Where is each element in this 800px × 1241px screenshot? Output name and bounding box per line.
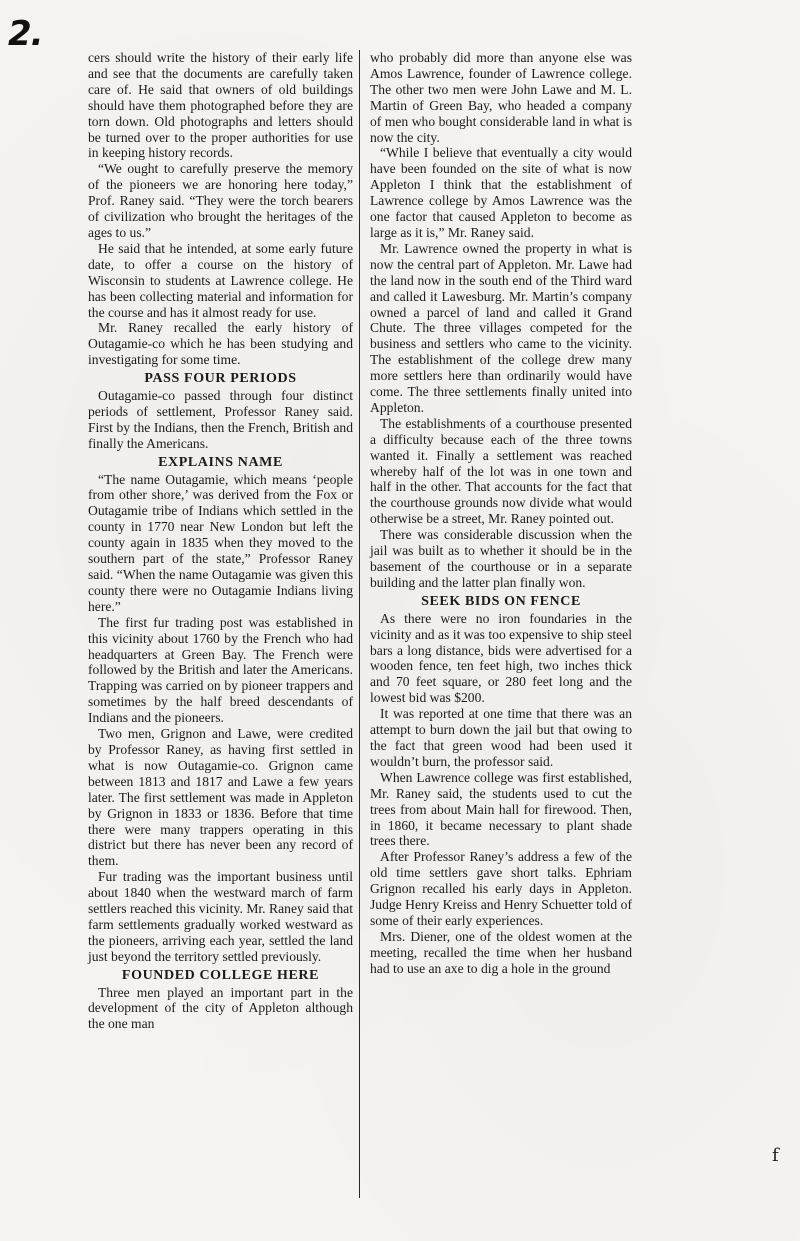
article-paragraph: Outagamie-co passed through four distinct periods of settlement, Professor Raney said. First by the Indians, then the French, British and finally the Americans. [88, 388, 353, 451]
right-column [360, 50, 638, 1198]
article-paragraph: Mr. Raney recalled the early history of Outagamie-co which he has been studying and investigating for some time. [88, 320, 353, 368]
article-paragraph: When Lawrence college was first established, Mr. Raney said, the students used to cut the trees from about Main hall for firewood. Then, in 1860, it became necessary to plant shade trees there. [370, 769, 632, 849]
section-heading: EXPLAINS NAME [158, 454, 283, 470]
newspaper-clipping [82, 50, 638, 1198]
article-paragraph: It was reported at one time that there was an attempt to burn down the jail but that owing to the fact that green wood had been used it wouldn’t burn, the professor said. [370, 706, 632, 769]
article-paragraph: Mrs. Diener, one of the oldest women at the meeting, recalled the time when her husband had to use an axe to dig a hole in the ground [370, 928, 632, 976]
article-paragraph: The first fur trading post was established in this vicinity about 1760 by the French who had headquarters at Green Bay. The French were followed by the British and later the Americans. Trapping was carried on by pioneer trappers and sometimes by the half breed descendants of Indians and the pioneers. [88, 614, 353, 726]
article-paragraph: “While I believe that eventually a city would have been founded on the site of what is now Appleton I think that the establishment of Lawrence college by Amos Lawrence was the one factor that caused Appleton to become as large as it is,” Mr. Raney said. [370, 145, 632, 240]
article-paragraph: Three men played an important part in the development of the city of Appleton although the one man [88, 984, 353, 1032]
article-paragraph: “The name Outagamie, which means ‘people from other shore,’ was derived from the Fox or Outagamie tribe of Indians which settled in the county in 1770 near New London but left the county again in 1835 when they moved to the southern part of the state,” Professor Raney said. “When the name Outagamie was given this county there were no Outagamie Indians living here.” [88, 471, 353, 614]
article-paragraph: There was considerable discussion when the jail was built as to whether it should be in the basement of the courthouse or in a separate building and the latter plan finally won. [370, 527, 632, 590]
article-paragraph: He said that he intended, at some early future date, to offer a course on the history of Wisconsin to students at Lawrence college. He has been collecting material and information for the course and has it almost ready for use. [88, 240, 353, 320]
article-paragraph: Fur trading was the important business until about 1840 when the westward march of farm settlers reached this vicinity. Mr. Raney said that farm settlements gradually worked westward as the pioneers, arriving each year, settled the land just beyond the territory settled previously. [88, 869, 353, 964]
article-paragraph: Two men, Grignon and Lawe, were credited by Professor Raney, as having first settled in what is now Outagamie-co. Grignon came between 1813 and 1817 and Lawe a few years later. The first settlement was made in Appleton by Grignon in 1833 or 1836. Before that time there were many trappers operating in this district but there has never been any record of them. [88, 726, 353, 869]
article-paragraph: cers should write the history of their early life and see that the documents are carefully taken care of. He said that owners of old buildings should have them photographed before they are torn down. Old photographs and letters should be turned over to the proper authorities for use in keeping history records. [88, 50, 353, 161]
article-paragraph: Mr. Lawrence owned the property in what is now the central part of Appleton. Mr. Lawe had the land now in the south end of the Third ward and called it Lawesburg. Mr. Martin’s company owned a parcel of land and called it Grand Chute. The three villages competed for the business and settlers who came to the vicinity. The establishment of the college drew many more settlers here than ordinarily would have come. The three settlements finally united into Appleton. [370, 240, 632, 415]
article-paragraph: As there were no iron foundaries in the vicinity and as it was too expensive to ship steel bars a long distance, bids were advertised for a wooden fence, ten feet high, two inches thick and 70 feet square, or 280 feet long and the lowest bid was $200. [370, 610, 632, 706]
section-heading: FOUNDED COLLEGE HERE [121, 967, 320, 983]
left-column [82, 50, 360, 1198]
article-paragraph: “We ought to carefully preserve the memory of the pioneers we are honoring here today,” Prof. Raney said. “They were the torch bearers of civilization who brought the heritages of the ages to us.” [88, 161, 353, 240]
section-heading: SEEK BIDS ON FENCE [421, 593, 581, 609]
article-paragraph: The establishments of a courthouse presented a difficulty because each of the three towns wanted it. Finally a settlement was reached whereby half of the lot was in one town and half in the other. That accounts for the fact that the courthouse grounds now divide what would otherwise be a street, Mr. Raney pointed out. [370, 415, 632, 527]
section-heading: PASS FOUR PERIODS [144, 371, 297, 387]
margin-mark: f [772, 1145, 779, 1166]
article-paragraph: After Professor Raney’s address a few of the old time settlers gave short talks. Ephriam Grignon recalled his early days in Appleton. Judge Henry Kreiss and Henry Schuetter told of some of their early experiences. [370, 849, 632, 928]
page-number: 2. [8, 14, 43, 54]
article-paragraph: who probably did more than anyone else was Amos Lawrence, founder of Lawrence college. The other two men were John Lawe and M. L. Martin of Green Bay, who headed a company of men who bought considerable land in what is now the city. [370, 50, 632, 145]
